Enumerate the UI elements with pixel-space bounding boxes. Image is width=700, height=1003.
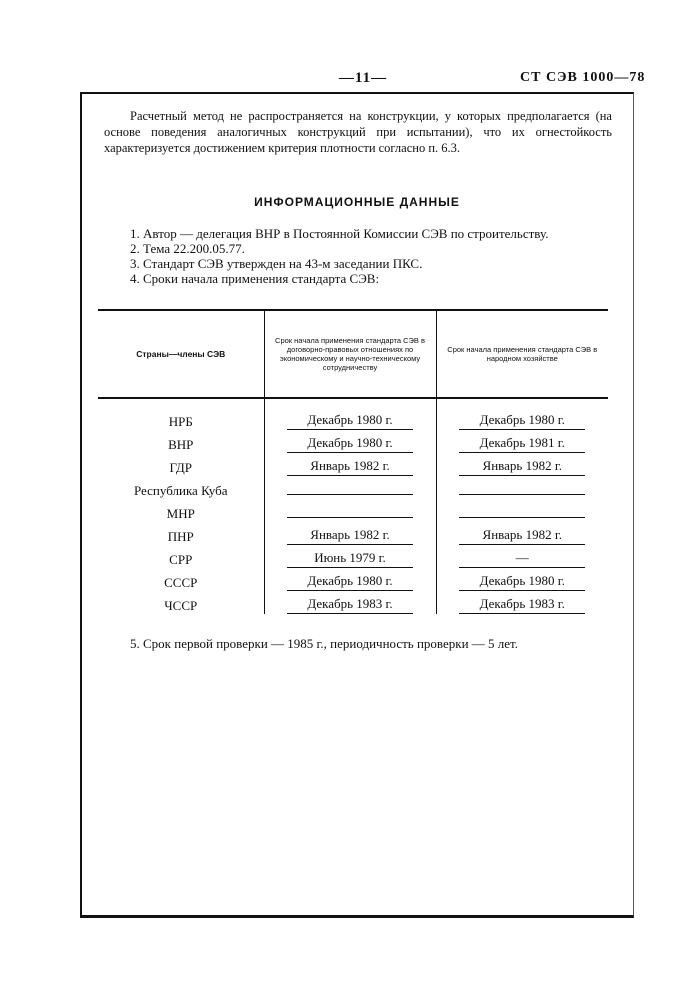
- economy-date: —: [459, 550, 585, 568]
- info-list: [104, 226, 612, 286]
- country-cell: ГДР: [169, 460, 192, 475]
- table-row: [98, 591, 608, 614]
- table-row: [98, 522, 608, 545]
- contract-date: Январь 1982 г.: [287, 527, 413, 545]
- economy-date-cell: [436, 453, 608, 476]
- contract-date-cell: [264, 568, 436, 591]
- standard-code: СТ СЭВ 1000—78: [520, 70, 646, 85]
- contract-date-cell: [264, 545, 436, 568]
- country-cell: ВНР: [168, 437, 194, 452]
- economy-date: Январь 1982 г.: [459, 527, 585, 545]
- country-cell: ЧССР: [164, 598, 198, 613]
- contract-date-cell: [264, 522, 436, 545]
- contract-date: Декабрь 1980 г.: [287, 435, 413, 453]
- section-heading: ИНФОРМАЦИОННЫЕ ДАННЫЕ: [254, 195, 460, 209]
- table-spacer-row: [98, 398, 608, 407]
- economy-date: Декабрь 1981 г.: [459, 435, 585, 453]
- header-economy-term: Срок начала применения стандарта СЭВ в народном хозяйстве: [436, 310, 608, 398]
- economy-date-cell: [436, 591, 608, 614]
- table-row: [98, 453, 608, 476]
- contract-date: Декабрь 1983 г.: [287, 596, 413, 614]
- country-cell: МНР: [166, 506, 195, 521]
- table-row: [98, 545, 608, 568]
- contract-date-cell: [264, 430, 436, 453]
- info-item-author: 1. Автор — делегация ВНР в Постоянной Комиссии СЭВ по строительству.: [130, 226, 549, 241]
- info-item-topic: 2. Тема 22.200.05.77.: [130, 241, 245, 256]
- economy-date-cell: [436, 522, 608, 545]
- economy-date-cell: [436, 568, 608, 591]
- contract-date: Июнь 1979 г.: [287, 550, 413, 568]
- contract-date: Декабрь 1980 г.: [287, 412, 413, 430]
- header-countries: Страны—члены СЭВ: [98, 310, 264, 398]
- economy-date-cell: [436, 545, 608, 568]
- table-row: [98, 407, 608, 430]
- country-cell: СССР: [164, 575, 198, 590]
- economy-date-cell: [436, 407, 608, 430]
- spacer-cell: [98, 398, 264, 407]
- contract-date-cell: [264, 591, 436, 614]
- contract-date: Январь 1982 г.: [287, 458, 413, 476]
- economy-date: Декабрь 1983 г.: [459, 596, 585, 614]
- table-row: [98, 499, 608, 522]
- country-cell: НРБ: [168, 414, 193, 429]
- contract-date-cell: [264, 476, 436, 499]
- application-terms-table: [98, 309, 608, 614]
- economy-date: Декабрь 1980 г.: [459, 573, 585, 591]
- country-cell: ПНР: [167, 529, 194, 544]
- final-note: 5. Срок первой проверки — 1985 г., периодичность проверки — 5 лет.: [130, 636, 519, 651]
- table-header-row: [98, 310, 608, 398]
- table-row: [98, 568, 608, 591]
- economy-date: Декабрь 1980 г.: [459, 412, 585, 430]
- contract-date: [287, 516, 413, 518]
- contract-date: Декабрь 1980 г.: [287, 573, 413, 591]
- table-row: [98, 476, 608, 499]
- economy-date-cell: [436, 499, 608, 522]
- economy-date: [459, 516, 585, 518]
- header-contract-term: Срок начала применения стандарта СЭВ в договорно-правовых отношениях по экономическому и научно-техническому сотрудничеству: [264, 310, 436, 398]
- spacer-cell: [436, 398, 608, 407]
- intro-paragraph: Расчетный метод не распространяется на конструкции, у которых предполагается (на основе поведения аналогичных конструкций при испытании), что их огнестойкость характеризуется достижением критерия плотности согласно п. 6.3.: [104, 109, 612, 155]
- country-cell: Республика Куба: [134, 483, 228, 498]
- economy-date: Январь 1982 г.: [459, 458, 585, 476]
- contract-date-cell: [264, 453, 436, 476]
- economy-date-cell: [436, 430, 608, 453]
- country-cell: СРР: [169, 552, 193, 567]
- table-row: [98, 430, 608, 453]
- spacer-cell: [264, 398, 436, 407]
- contract-date-cell: [264, 499, 436, 522]
- info-item-terms: 4. Сроки начала применения стандарта СЭВ:: [130, 271, 380, 286]
- contract-date-cell: [264, 407, 436, 430]
- page-number: —11—: [338, 70, 388, 86]
- economy-date-cell: [436, 476, 608, 499]
- info-item-approval: 3. Стандарт СЭВ утвержден на 43-м заседании ПКС.: [130, 256, 423, 271]
- economy-date: [459, 493, 585, 495]
- contract-date: [287, 493, 413, 495]
